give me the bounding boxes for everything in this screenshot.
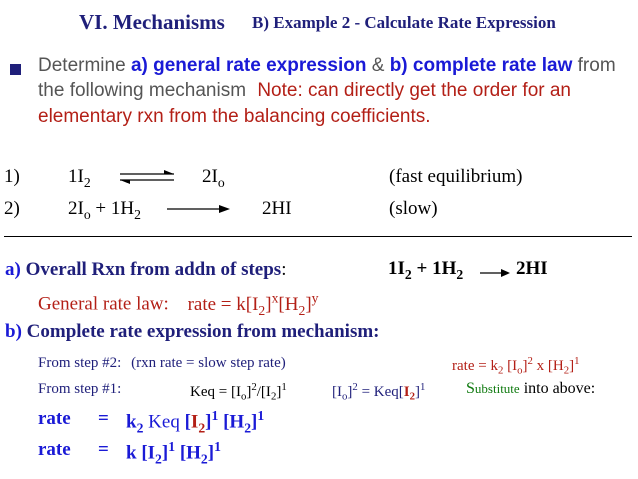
step-1-number: 1) — [4, 166, 20, 187]
bullet-line-1 — [38, 55, 616, 77]
reaction-arrow-icon — [165, 204, 231, 214]
from-text: from — [577, 55, 616, 76]
bullet-square-icon — [10, 64, 21, 75]
substitute-note: Substitute into above: — [466, 380, 596, 397]
part-a-colon: : — [281, 259, 287, 280]
part-a-label: a) — [5, 259, 21, 280]
bullet-line-2 — [38, 80, 571, 102]
general-rate-label: a) general rate expression — [130, 55, 367, 76]
page-subtitle — [252, 13, 556, 33]
step2-rate: rate = $k_2$ $[I_o]^2$ x $[H_2]^1$ — [452, 355, 580, 377]
step-1-row — [0, 166, 638, 192]
step-2-number: 2) — [4, 198, 20, 219]
step-1-comment: (fast equilibrium) — [389, 166, 523, 187]
part-b-text: Complete rate expression from mechanism: — [26, 321, 380, 342]
overall-arrow-icon — [479, 268, 511, 278]
step2-derivation-row — [38, 355, 286, 372]
bullet-line-3 — [38, 106, 431, 128]
general-rate-law — [38, 290, 319, 318]
general-rate-expression: rate = $k[I_2]^x[H_2]^y$ — [187, 290, 319, 318]
io-squared-expression: $[I_o]^2 = Keq[I_2]^1$ — [332, 381, 426, 403]
note-text-2: elementary rxn from the balancing coefficients. — [38, 106, 431, 127]
overall-product: 2HI — [516, 258, 548, 279]
amp-text: & — [371, 55, 385, 76]
note-text: Note: can directly get the order for an — [257, 80, 571, 101]
part-b-heading — [5, 321, 380, 343]
determine-text: Determine — [38, 55, 126, 76]
part-a-text: Overall Rxn from addn of steps — [25, 259, 282, 280]
step2-note: (rxn rate = slow step rate) — [131, 355, 286, 371]
mechanism-text: the following mechanism — [38, 80, 247, 101]
step-2-reactants: $2I_o + 1H_2$ — [68, 198, 141, 222]
equilibrium-arrow-icon — [118, 170, 176, 184]
section-divider — [4, 236, 632, 237]
step1-label: From step #1: — [38, 381, 122, 397]
keq-expression: Keq = $[I_o]^2/[I_2]^1$ — [190, 381, 287, 403]
complete-rate-label: b) complete rate law — [389, 55, 573, 76]
part-b-label: b) — [5, 321, 22, 342]
general-rate-label-text: General rate law: — [38, 293, 169, 315]
step-2-product: 2HI — [262, 198, 292, 219]
step-1-product: $2I_o$ — [202, 166, 225, 190]
overall-reaction: $1I_2 + 1H_2$ — [388, 258, 464, 282]
page-title — [79, 10, 225, 35]
step2-label: From step #2: — [38, 355, 122, 371]
part-a-heading — [5, 259, 287, 281]
step-1-reactant: $1I_2$ — [68, 166, 91, 190]
subtitle-text: B) Example 2 - Calculate Rate Expression — [252, 13, 556, 32]
step-2-row — [0, 198, 638, 224]
step-2-comment: (slow) — [389, 198, 438, 219]
title-text: VI. Mechanisms — [79, 10, 225, 34]
step1-derivation-row — [38, 381, 121, 398]
